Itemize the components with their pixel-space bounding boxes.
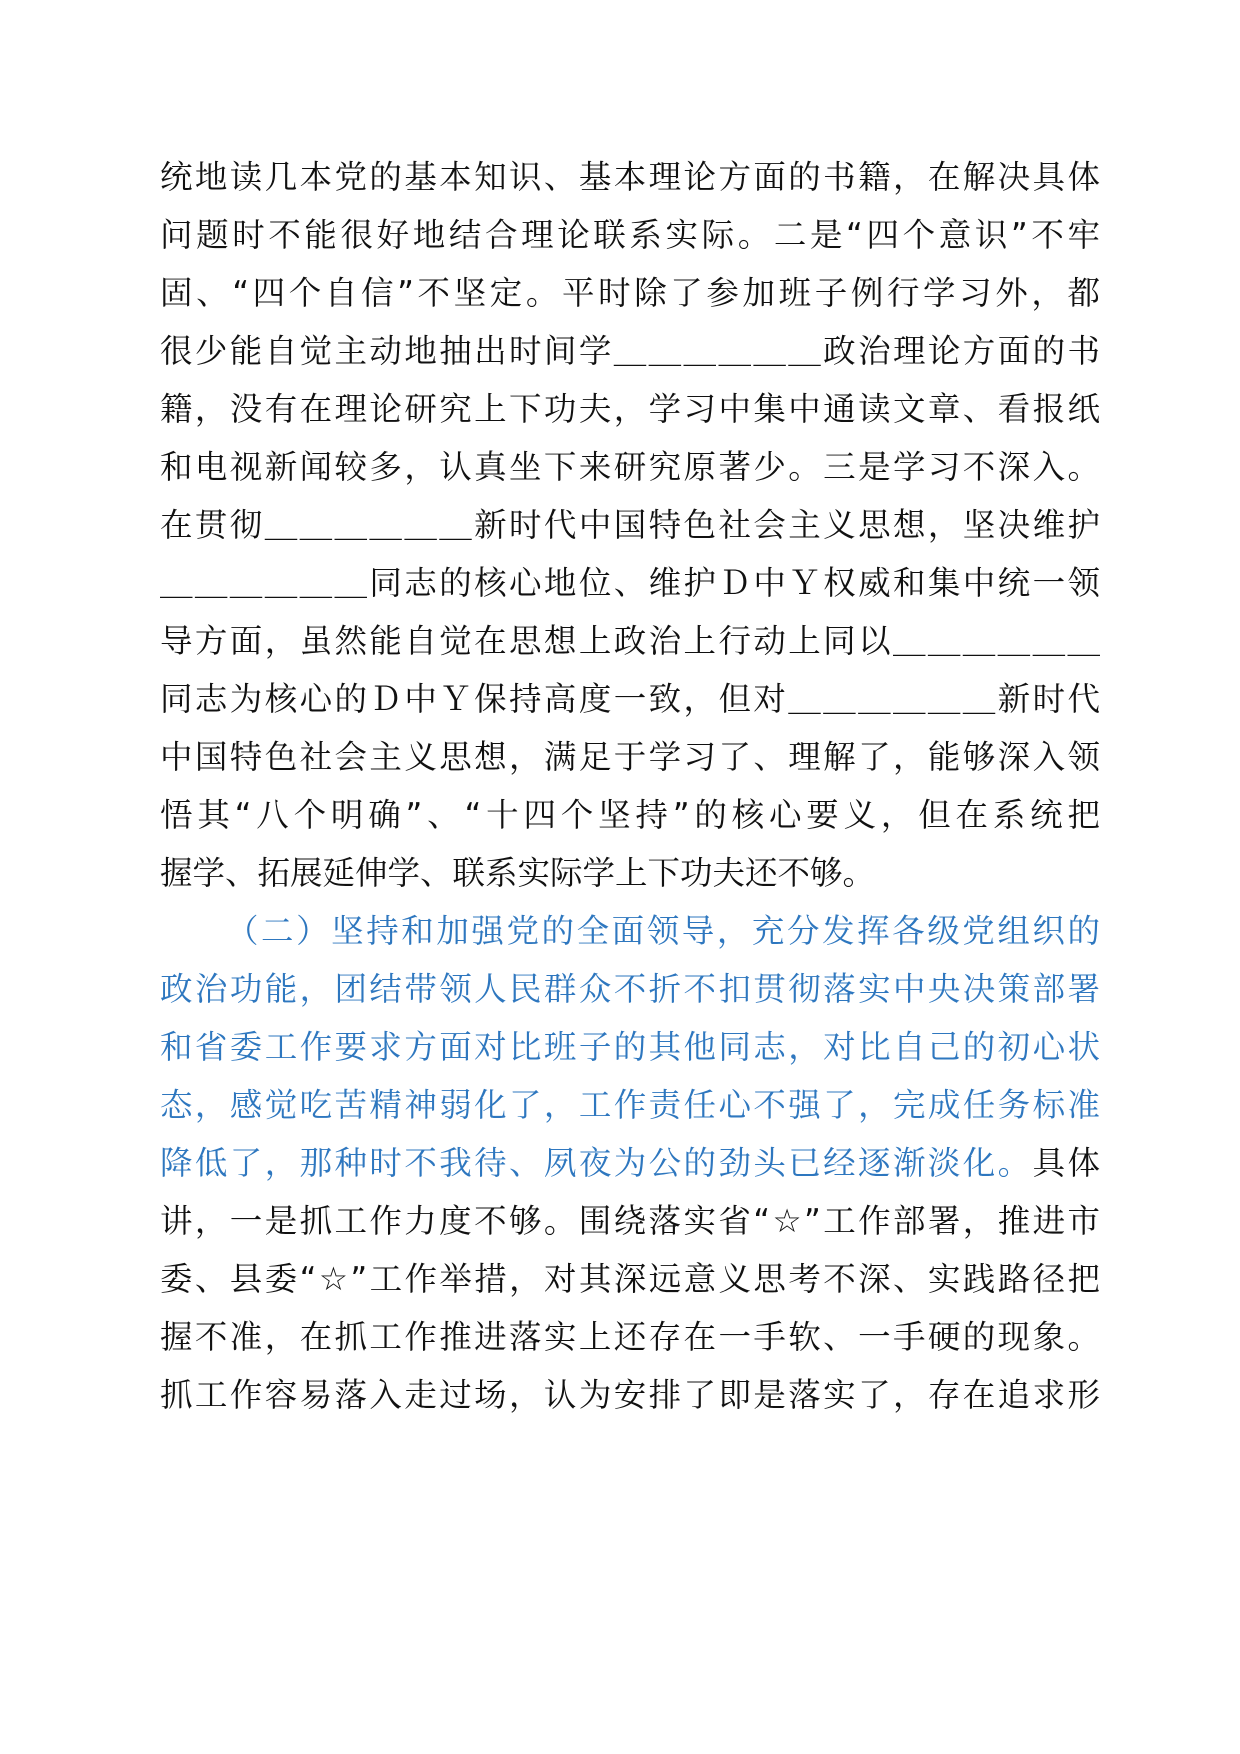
section-heading-line: （二）坚持和加强党的全面领导，充分发挥各级党组织的 [226, 912, 1100, 950]
text-line: 籍，没有在理论研究上下功夫，学习中集中通读文章、看报纸 [160, 390, 1100, 428]
section-heading-line: 和省委工作要求方面对比班子的其他同志，对比自己的初心状 [160, 1028, 1100, 1066]
text-line: 和电视新闻较多，认真坐下来研究原著少。三是学习不深入。 [160, 448, 1100, 486]
text-line: 很少能自觉主动地抽出时间学＿＿＿＿＿＿政治理论方面的书 [160, 332, 1100, 370]
text-line: 委、县委“☆”工作举措，对其深远意义思考不深、实践路径把 [160, 1260, 1100, 1298]
text-line: 握不准，在抓工作推进落实上还存在一手软、一手硬的现象。 [160, 1318, 1100, 1356]
section-heading-tail: 降低了，那种时不我待、夙夜为公的劲头已经逐渐淡化。 [160, 1144, 1033, 1182]
mixed-text-line [160, 1141, 1100, 1185]
text-line: 固、“四个自信”不坚定。平时除了参加班子例行学习外，都 [160, 274, 1100, 312]
text-line: ＿＿＿＿＿＿同志的核心地位、维护Ｄ中Ｙ权威和集中统一领 [160, 564, 1100, 602]
text-line: 在贯彻＿＿＿＿＿＿新时代中国特色社会主义思想，坚决维护 [160, 506, 1100, 544]
section-heading-line: 态，感觉吃苦精神弱化了，工作责任心不强了，完成任务标准 [160, 1086, 1100, 1124]
text-line: 抓工作容易落入走过场，认为安排了即是落实了，存在追求形 [160, 1376, 1100, 1414]
text-line: 问题时不能很好地结合理论联系实际。二是“四个意识”不牢 [160, 216, 1100, 254]
text-line: 握学、拓展延伸学、联系实际学上下功夫还不够。 [160, 854, 876, 892]
text-line: 讲，一是抓工作力度不够。围绕落实省“☆”工作部署，推进市 [160, 1202, 1100, 1240]
body-text-start: 具体 [1032, 1144, 1100, 1182]
text-line: 悟其“八个明确”、“十四个坚持”的核心要义，但在系统把 [160, 796, 1100, 834]
section-heading-line: 政治功能，团结带领人民群众不折不扣贯彻落实中央决策部署 [160, 970, 1100, 1008]
text-line: 导方面，虽然能自觉在思想上政治上行动上同以＿＿＿＿＿＿ [160, 622, 1100, 660]
text-line: 中国特色社会主义思想，满足于学习了、理解了，能够深入领 [160, 738, 1100, 776]
text-line: 统地读几本党的基本知识、基本理论方面的书籍，在解决具体 [160, 158, 1100, 196]
text-line: 同志为核心的Ｄ中Ｙ保持高度一致，但对＿＿＿＿＿＿新时代 [160, 680, 1100, 718]
